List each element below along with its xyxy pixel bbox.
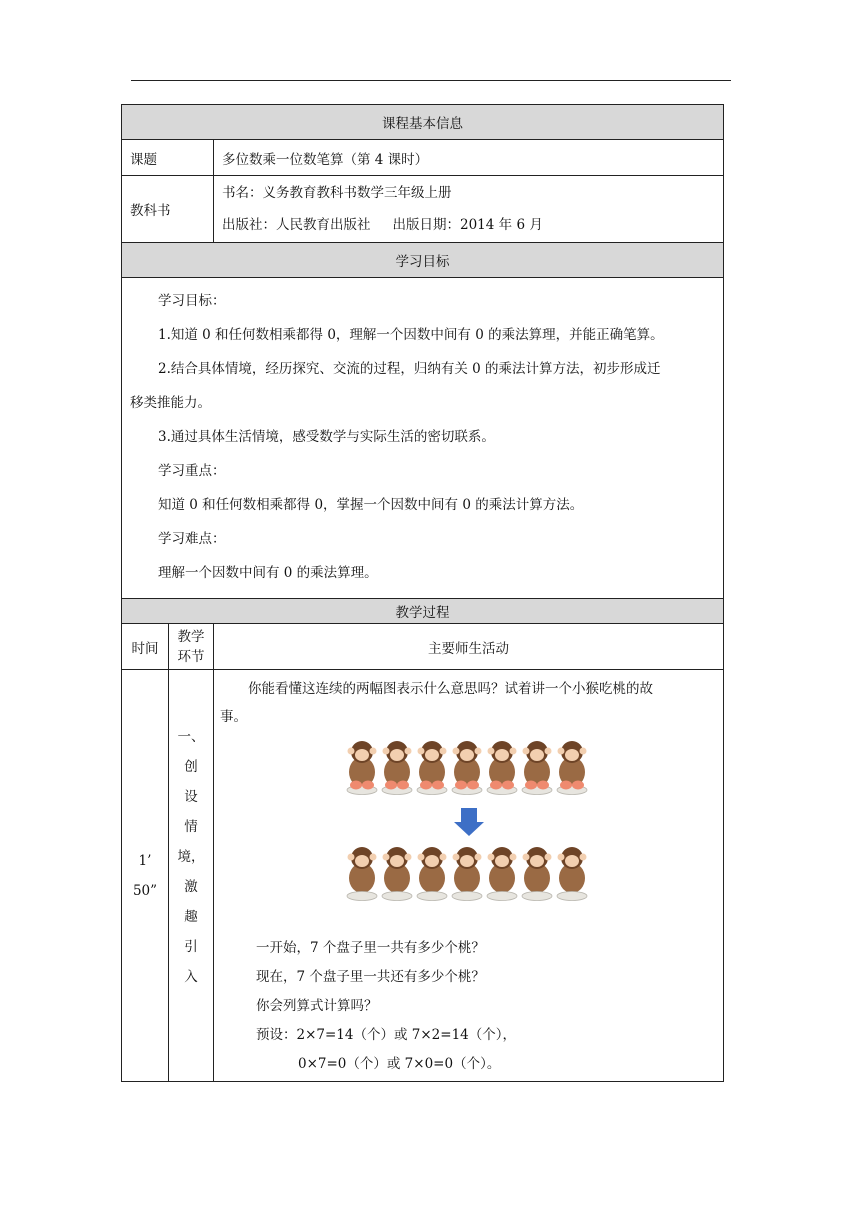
objective-line: 3.通过具体生活情境，感受数学与实际生活的密切联系。 bbox=[158, 429, 495, 445]
objective-line: 理解一个因数中间有 0 的乘法算理。 bbox=[158, 565, 378, 581]
peach-icon bbox=[560, 781, 572, 790]
objective-line: 1.知道 0 和任何数相乘都得 0，理解一个因数中间有 0 的乘法算理，并能正确笔算。 bbox=[158, 327, 664, 343]
objective-line: 移类推能力。 bbox=[130, 395, 211, 411]
monkey-figure bbox=[347, 741, 377, 795]
topic-label: 课题 bbox=[122, 140, 214, 176]
peach-icon bbox=[490, 781, 502, 790]
monkey-figure bbox=[417, 741, 447, 795]
peach-icon bbox=[455, 781, 467, 790]
textbook-label: 教科书 bbox=[122, 176, 214, 243]
lesson-plan-table bbox=[121, 104, 724, 1082]
objectives-header: 学习目标 bbox=[122, 243, 724, 278]
question-1: 一开始，7 个盘子里一共有多少个桃？ bbox=[256, 940, 485, 956]
activity-cell bbox=[214, 670, 724, 1082]
monkey-figure bbox=[382, 741, 412, 795]
monkey-figure bbox=[557, 741, 587, 795]
peach-icon bbox=[467, 781, 479, 790]
monkeys-empty-plates-row bbox=[347, 847, 587, 901]
col-activity-header: 主要师生活动 bbox=[214, 624, 724, 670]
monkey-figure bbox=[487, 847, 517, 901]
publish-date: 出版日期：2014 年 6 月 bbox=[392, 217, 543, 233]
monkey-figure bbox=[347, 847, 377, 901]
objective-line: 学习目标： bbox=[158, 293, 226, 309]
publisher: 出版社：人民教育出版社 bbox=[222, 217, 371, 233]
peach-icon bbox=[362, 781, 374, 790]
peach-icon bbox=[525, 781, 537, 790]
question-2: 现在，7 个盘子里一共还有多少个桃？ bbox=[256, 969, 485, 985]
time-cell: 1’ 50” bbox=[122, 670, 169, 1082]
monkey-figure bbox=[557, 847, 587, 901]
textbook-info bbox=[214, 176, 724, 243]
monkey-figure bbox=[452, 741, 482, 795]
peach-icon bbox=[397, 781, 409, 790]
header-rule bbox=[131, 80, 731, 81]
question-3: 你会列算式计算吗？ bbox=[256, 998, 378, 1014]
peach-icon bbox=[572, 781, 584, 790]
peach-icon bbox=[537, 781, 549, 790]
peach-icon bbox=[385, 781, 397, 790]
monkeys-with-peaches-row bbox=[347, 741, 587, 795]
activity-intro: 你能看懂这连续的两幅图表示什么意思吗？试着讲一个小猴吃桃的故 bbox=[248, 681, 653, 697]
answer-1: 预设：2×7=14（个）或 7×2=14（个）， bbox=[256, 1027, 516, 1043]
peach-icon bbox=[502, 781, 514, 790]
activity-intro-cont: 事。 bbox=[220, 709, 247, 725]
stage-cell: 一、 创 设 情 境， 激 趣 引 入 bbox=[169, 670, 214, 1082]
process-header: 教学过程 bbox=[122, 599, 724, 624]
peach-icon bbox=[350, 781, 362, 790]
monkey-figure bbox=[452, 847, 482, 901]
course-info-header: 课程基本信息 bbox=[122, 105, 724, 140]
objective-line: 2.结合具体情境，经历探究、交流的过程，归纳有关 0 的乘法计算方法，初步形成迁 bbox=[158, 361, 661, 377]
book-name: 书名：义务教育教科书数学三年级上册 bbox=[222, 185, 452, 201]
monkey-figure bbox=[382, 847, 412, 901]
peach-icon bbox=[420, 781, 432, 790]
objective-line: 学习难点： bbox=[158, 531, 226, 547]
objectives-content bbox=[122, 278, 724, 599]
publisher-line bbox=[222, 209, 723, 241]
objective-line: 学习重点： bbox=[158, 463, 226, 479]
monkey-figure bbox=[522, 741, 552, 795]
answer-2: 0×7=0（个）或 7×0=0（个）。 bbox=[298, 1056, 501, 1072]
peach-icon bbox=[432, 781, 444, 790]
down-arrow-icon bbox=[454, 808, 484, 836]
monkey-figure bbox=[487, 741, 517, 795]
topic-value: 多位数乘一位数笔算（第 4 课时） bbox=[214, 140, 724, 176]
col-time-header: 时间 bbox=[122, 624, 169, 670]
objective-line: 知道 0 和任何数相乘都得 0，掌握一个因数中间有 0 的乘法计算方法。 bbox=[158, 497, 584, 513]
col-stage-header: 教学 环节 bbox=[169, 624, 214, 670]
monkey-figure bbox=[522, 847, 552, 901]
monkey-peach-illustration bbox=[344, 738, 594, 928]
monkey-figure bbox=[417, 847, 447, 901]
